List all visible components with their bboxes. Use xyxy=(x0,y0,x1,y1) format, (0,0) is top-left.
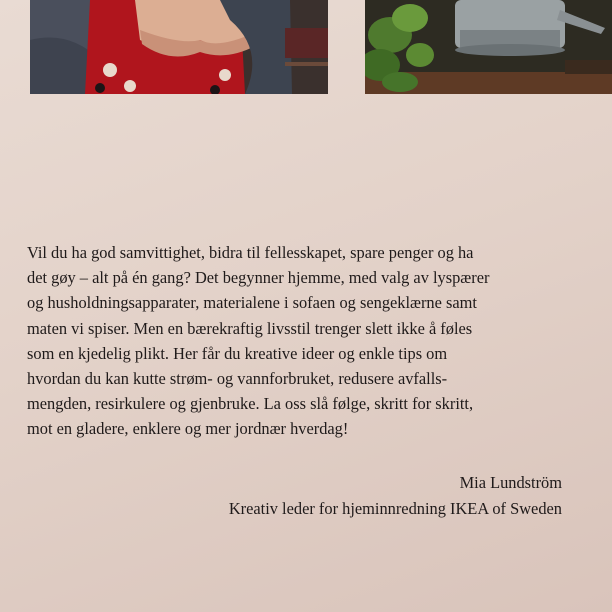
paragraph-line: maten vi spiser. Men en bærekraftig livsstil trenger slett ikke å føles xyxy=(27,318,473,338)
paragraph-line: det gøy – alt på én gang? Det begynner hjemme, med valg av lyspærer xyxy=(27,268,490,288)
watering-can-illustration xyxy=(365,0,612,94)
photo-watering-can xyxy=(365,0,612,94)
paragraph-line: Vil du ha god samvittighet, bidra til fellesskapet, spare penger og ha xyxy=(27,243,474,262)
intro-paragraph xyxy=(27,240,587,442)
child-hands-illustration xyxy=(30,0,328,94)
photo-child-hands xyxy=(30,0,328,94)
paragraph-line: og husholdningsapparater, materialene i sofaen og sengeklærne samt xyxy=(27,293,477,313)
paragraph-line: mot en gladere, enklere og mer jordnær hverdag! xyxy=(27,419,349,439)
paragraph-line: mengden, resirkulere og gjenbruke. La oss slå følge, skritt for skritt, xyxy=(27,394,474,414)
signature-block xyxy=(229,470,562,522)
paragraph-line: hvordan du kan kutte strøm- og vannforbruket, redusere avfalls- xyxy=(27,369,448,389)
signature-title: Kreativ leder for hjeminnredning IKEA of Sweden xyxy=(228,499,562,518)
paragraph-line: som en kjedelig plikt. Her får du kreative ideer og enkle tips om xyxy=(27,343,448,363)
signature-name: Mia Lundström xyxy=(459,473,562,492)
